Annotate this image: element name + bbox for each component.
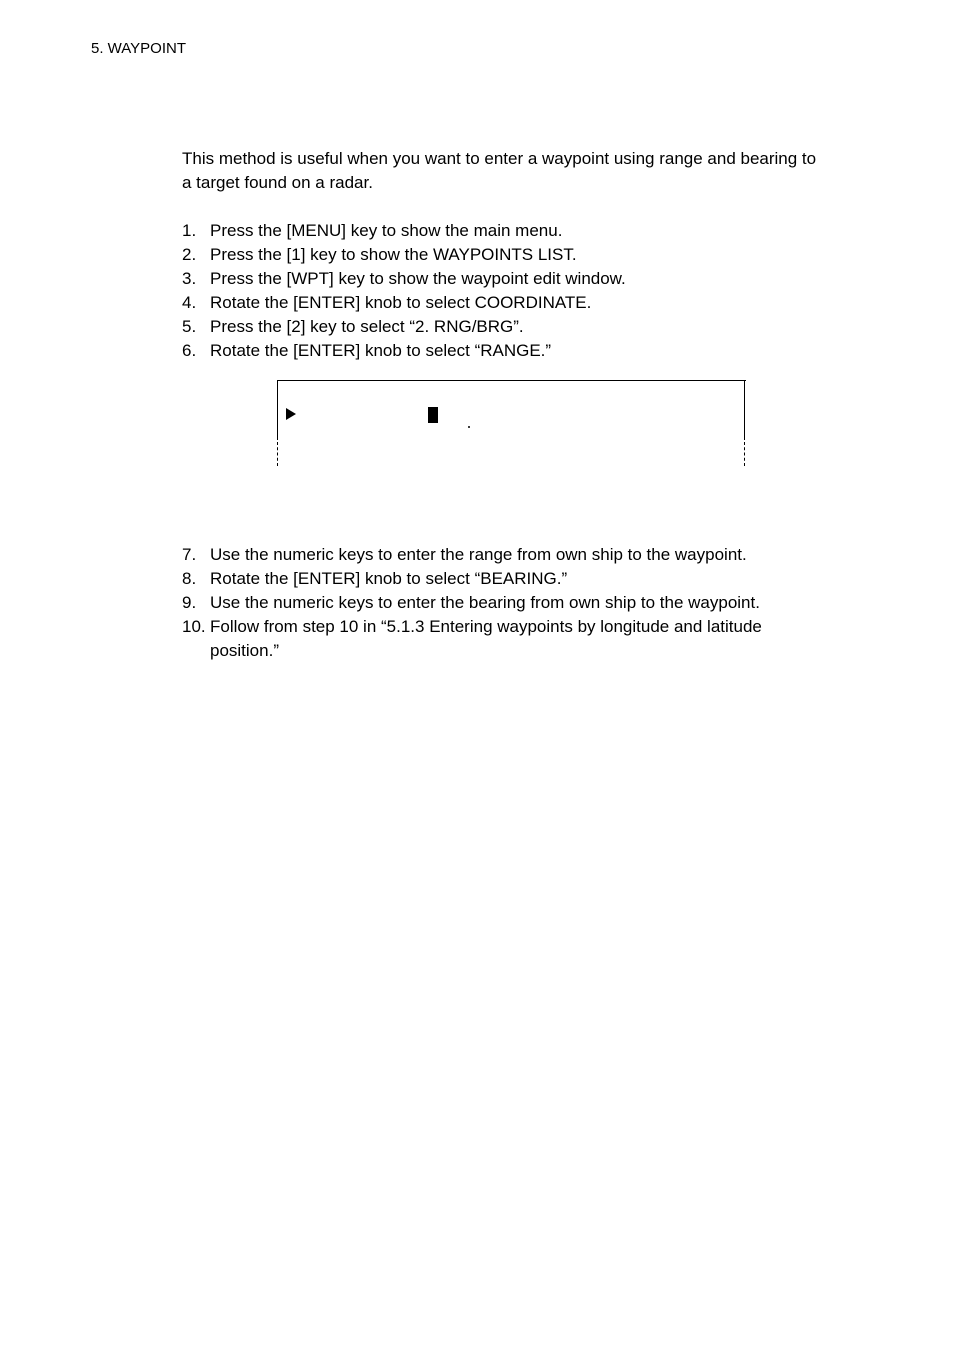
step-7 <box>182 543 832 567</box>
step-2 <box>182 243 832 267</box>
step-4 <box>182 291 832 315</box>
step-number: 9. <box>182 593 197 612</box>
running-header: 5. WAYPOINT <box>91 40 187 57</box>
procedure-steps-first <box>182 219 832 363</box>
input-cursor-icon <box>428 407 438 423</box>
step-number: 5. <box>182 317 197 336</box>
step-text: Press the [2] key to select “2. RNG/BRG”. <box>210 317 524 336</box>
screen-frame-left <box>277 380 278 440</box>
step-10 <box>182 615 832 663</box>
cursor-arrow-icon <box>286 408 296 420</box>
step-text: Rotate the [ENTER] knob to select “BEARING.” <box>210 569 568 588</box>
step-text: Rotate the [ENTER] knob to select COORDINATE. <box>210 293 592 312</box>
step-number: 7. <box>182 545 197 564</box>
step-9 <box>182 591 832 615</box>
display-screen-illustration <box>277 380 745 466</box>
procedure-steps-second <box>182 543 832 663</box>
screen-continuation-right <box>744 442 745 466</box>
step-text: Press the [1] key to show the WAYPOINTS LIST. <box>210 245 577 264</box>
screen-frame-right <box>744 380 745 440</box>
step-1 <box>182 219 832 243</box>
decimal-point-mark <box>468 426 470 428</box>
step-number: 3. <box>182 269 197 288</box>
step-text: Use the numeric keys to enter the range from own ship to the waypoint. <box>210 545 747 564</box>
screen-frame-top <box>277 380 746 381</box>
step-text: Follow from step 10 in “5.1.3 Entering waypoints by longitude and latitude position.” <box>210 617 762 660</box>
step-text: Rotate the [ENTER] knob to select “RANGE.” <box>210 341 552 360</box>
step-number: 2. <box>182 245 197 264</box>
step-3 <box>182 267 832 291</box>
step-number: 4. <box>182 293 197 312</box>
step-number: 1. <box>182 221 197 240</box>
step-number: 10. <box>182 617 206 636</box>
step-text: Press the [MENU] key to show the main menu. <box>210 221 563 240</box>
step-text: Press the [WPT] key to show the waypoint edit window. <box>210 269 626 288</box>
intro-paragraph: This method is useful when you want to enter a waypoint using range and bearing to a target found on a radar. <box>182 149 817 192</box>
step-text: Use the numeric keys to enter the bearing from own ship to the waypoint. <box>210 593 760 612</box>
step-6 <box>182 339 832 363</box>
screen-continuation-left <box>277 442 278 466</box>
step-8 <box>182 567 832 591</box>
step-number: 8. <box>182 569 197 588</box>
step-5 <box>182 315 832 339</box>
step-number: 6. <box>182 341 197 360</box>
